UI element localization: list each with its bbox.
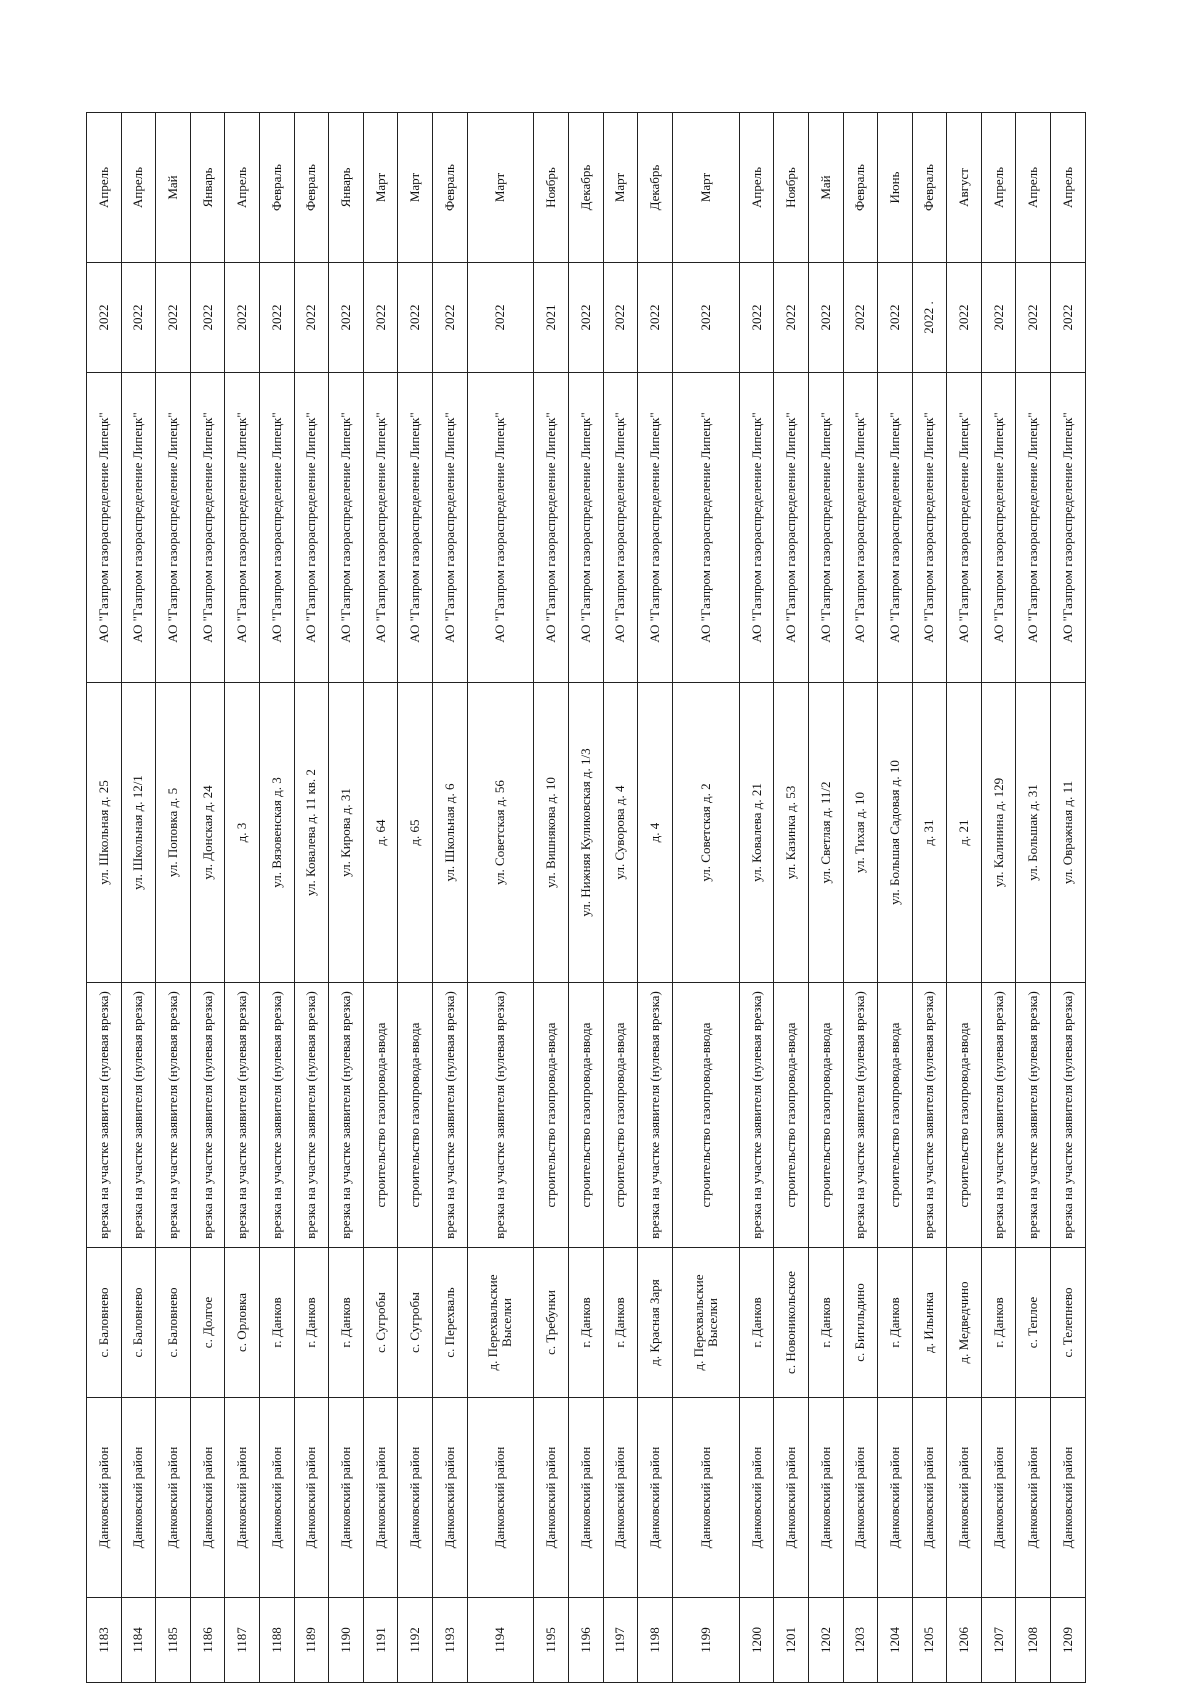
organization-cell: АО "Газпром газораспределение Липецк" bbox=[467, 373, 534, 683]
year-cell: 2022 . bbox=[912, 263, 947, 373]
row-number: 1194 bbox=[467, 1598, 534, 1683]
address-cell: ул. Вишнякова д. 10 bbox=[534, 683, 569, 983]
locality-cell: д. Медведчино bbox=[947, 1248, 982, 1398]
year-cell: 2022 bbox=[638, 263, 673, 373]
locality-cell: с. Бигильдино bbox=[843, 1248, 878, 1398]
work-type-cell: врезка на участке заявителя (нулевая врезка) bbox=[467, 983, 534, 1248]
year-cell: 2022 bbox=[87, 263, 122, 373]
year-cell: 2022 bbox=[603, 263, 638, 373]
work-type-cell: врезка на участке заявителя (нулевая врезка) bbox=[912, 983, 947, 1248]
address-cell: ул. Вязовенская д. 3 bbox=[259, 683, 294, 983]
address-cell: ул. Донская д. 24 bbox=[190, 683, 225, 983]
locality-cell: с. Перехваль bbox=[432, 1248, 467, 1398]
table-row bbox=[363, 113, 398, 1683]
work-type-cell: строительство газопровода-ввода bbox=[569, 983, 604, 1248]
organization-cell: АО "Газпром газораспределение Липецк" bbox=[878, 373, 913, 683]
year-cell: 2022 bbox=[1051, 263, 1086, 373]
row-number: 1205 bbox=[912, 1598, 947, 1683]
row-number: 1202 bbox=[808, 1598, 843, 1683]
locality-cell: с. Баловнево bbox=[87, 1248, 122, 1398]
organization-cell: АО "Газпром газораспределение Липецк" bbox=[534, 373, 569, 683]
district-cell: Данковский район bbox=[672, 1398, 739, 1598]
organization-cell: АО "Газпром газораспределение Липецк" bbox=[638, 373, 673, 683]
locality-cell: г. Данков bbox=[294, 1248, 329, 1398]
locality-cell: г. Данков bbox=[981, 1248, 1016, 1398]
work-type-cell: строительство газопровода-ввода bbox=[808, 983, 843, 1248]
table-row bbox=[981, 113, 1016, 1683]
address-cell: ул. Овражная д. 11 bbox=[1051, 683, 1086, 983]
year-cell: 2022 bbox=[947, 263, 982, 373]
organization-cell: АО "Газпром газораспределение Липецк" bbox=[156, 373, 191, 683]
row-number: 1203 bbox=[843, 1598, 878, 1683]
row-number: 1190 bbox=[329, 1598, 364, 1683]
month-cell: Март bbox=[672, 113, 739, 263]
table-row bbox=[467, 113, 534, 1683]
locality-cell: с. Баловнево bbox=[156, 1248, 191, 1398]
table-row bbox=[672, 113, 739, 1683]
row-number: 1191 bbox=[363, 1598, 398, 1683]
year-cell: 2022 bbox=[121, 263, 156, 373]
locality-cell: д. Перехвальские Выселки bbox=[672, 1248, 739, 1398]
month-cell: Декабрь bbox=[638, 113, 673, 263]
row-number: 1184 bbox=[121, 1598, 156, 1683]
address-cell: ул. Светлая д. 11/2 bbox=[808, 683, 843, 983]
district-cell: Данковский район bbox=[329, 1398, 364, 1598]
year-cell: 2022 bbox=[294, 263, 329, 373]
year-cell: 2022 bbox=[225, 263, 260, 373]
month-cell: Апрель bbox=[225, 113, 260, 263]
row-number: 1209 bbox=[1051, 1598, 1086, 1683]
month-cell: Май bbox=[808, 113, 843, 263]
year-cell: 2022 bbox=[878, 263, 913, 373]
row-number: 1187 bbox=[225, 1598, 260, 1683]
district-cell: Данковский район bbox=[843, 1398, 878, 1598]
row-number: 1200 bbox=[739, 1598, 774, 1683]
table-row bbox=[259, 113, 294, 1683]
district-cell: Данковский район bbox=[294, 1398, 329, 1598]
rotated-table-wrapper bbox=[86, 113, 1086, 1683]
row-number: 1188 bbox=[259, 1598, 294, 1683]
month-cell: Апрель bbox=[1016, 113, 1051, 263]
district-cell: Данковский район bbox=[190, 1398, 225, 1598]
district-cell: Данковский район bbox=[569, 1398, 604, 1598]
work-type-cell: врезка на участке заявителя (нулевая врезка) bbox=[1016, 983, 1051, 1248]
year-cell: 2022 bbox=[569, 263, 604, 373]
year-cell: 2022 bbox=[259, 263, 294, 373]
address-cell: д. 31 bbox=[912, 683, 947, 983]
locality-cell: с. Телепнево bbox=[1051, 1248, 1086, 1398]
table-row bbox=[569, 113, 604, 1683]
district-cell: Данковский район bbox=[87, 1398, 122, 1598]
month-cell: Февраль bbox=[294, 113, 329, 263]
address-cell: ул. Калинина д. 129 bbox=[981, 683, 1016, 983]
address-cell: д. 65 bbox=[398, 683, 433, 983]
work-type-cell: врезка на участке заявителя (нулевая врезка) bbox=[329, 983, 364, 1248]
month-cell: Март bbox=[603, 113, 638, 263]
row-number: 1207 bbox=[981, 1598, 1016, 1683]
organization-cell: АО "Газпром газораспределение Липецк" bbox=[190, 373, 225, 683]
organization-cell: АО "Газпром газораспределение Липецк" bbox=[121, 373, 156, 683]
table-row bbox=[774, 113, 809, 1683]
address-cell: д. 21 bbox=[947, 683, 982, 983]
organization-cell: АО "Газпром газораспределение Липецк" bbox=[432, 373, 467, 683]
month-cell: Декабрь bbox=[569, 113, 604, 263]
month-cell: Февраль bbox=[432, 113, 467, 263]
organization-cell: АО "Газпром газораспределение Липецк" bbox=[774, 373, 809, 683]
organization-cell: АО "Газпром газораспределение Липецк" bbox=[329, 373, 364, 683]
month-cell: Апрель bbox=[87, 113, 122, 263]
row-number: 1189 bbox=[294, 1598, 329, 1683]
month-cell: Ноябрь bbox=[534, 113, 569, 263]
row-number: 1204 bbox=[878, 1598, 913, 1683]
table-row bbox=[329, 113, 364, 1683]
work-type-cell: строительство газопровода-ввода bbox=[398, 983, 433, 1248]
work-type-cell: врезка на участке заявителя (нулевая врезка) bbox=[432, 983, 467, 1248]
address-cell: д. 3 bbox=[225, 683, 260, 983]
district-cell: Данковский район bbox=[121, 1398, 156, 1598]
organization-cell: АО "Газпром газораспределение Липецк" bbox=[672, 373, 739, 683]
row-number: 1199 bbox=[672, 1598, 739, 1683]
locality-cell: с. Сугробы bbox=[398, 1248, 433, 1398]
row-number: 1185 bbox=[156, 1598, 191, 1683]
table-row bbox=[156, 113, 191, 1683]
year-cell: 2021 bbox=[534, 263, 569, 373]
table-row bbox=[432, 113, 467, 1683]
locality-cell: с. Сугробы bbox=[363, 1248, 398, 1398]
organization-cell: АО "Газпром газораспределение Липецк" bbox=[981, 373, 1016, 683]
year-cell: 2022 bbox=[1016, 263, 1051, 373]
district-cell: Данковский район bbox=[1051, 1398, 1086, 1598]
address-cell: ул. Школьная д. 6 bbox=[432, 683, 467, 983]
district-cell: Данковский район bbox=[467, 1398, 534, 1598]
district-cell: Данковский район bbox=[878, 1398, 913, 1598]
district-cell: Данковский район bbox=[912, 1398, 947, 1598]
organization-cell: АО "Газпром газораспределение Липецк" bbox=[87, 373, 122, 683]
year-cell: 2022 bbox=[843, 263, 878, 373]
year-cell: 2022 bbox=[981, 263, 1016, 373]
month-cell: Август bbox=[947, 113, 982, 263]
locality-cell: г. Данков bbox=[329, 1248, 364, 1398]
district-cell: Данковский район bbox=[981, 1398, 1016, 1598]
district-cell: Данковский район bbox=[774, 1398, 809, 1598]
organization-cell: АО "Газпром газораспределение Липецк" bbox=[808, 373, 843, 683]
table-row bbox=[912, 113, 947, 1683]
table-row bbox=[739, 113, 774, 1683]
row-number: 1183 bbox=[87, 1598, 122, 1683]
work-type-cell: врезка на участке заявителя (нулевая врезка) bbox=[981, 983, 1016, 1248]
table-row bbox=[878, 113, 913, 1683]
district-cell: Данковский район bbox=[156, 1398, 191, 1598]
locality-cell: с. Долгое bbox=[190, 1248, 225, 1398]
month-cell: Февраль bbox=[843, 113, 878, 263]
work-type-cell: врезка на участке заявителя (нулевая врезка) bbox=[259, 983, 294, 1248]
district-cell: Данковский район bbox=[398, 1398, 433, 1598]
table-row bbox=[638, 113, 673, 1683]
month-cell: Март bbox=[398, 113, 433, 263]
address-cell: ул. Суворова д. 4 bbox=[603, 683, 638, 983]
month-cell: Февраль bbox=[259, 113, 294, 263]
organization-cell: АО "Газпром газораспределение Липецк" bbox=[843, 373, 878, 683]
year-cell: 2022 bbox=[432, 263, 467, 373]
locality-cell: г. Данков bbox=[259, 1248, 294, 1398]
address-cell: ул. Школьная д. 25 bbox=[87, 683, 122, 983]
month-cell: Март bbox=[467, 113, 534, 263]
organization-cell: АО "Газпром газораспределение Липецк" bbox=[947, 373, 982, 683]
month-cell: Апрель bbox=[739, 113, 774, 263]
district-cell: Данковский район bbox=[603, 1398, 638, 1598]
work-type-cell: строительство газопровода-ввода bbox=[534, 983, 569, 1248]
row-number: 1192 bbox=[398, 1598, 433, 1683]
address-cell: ул. Советская д. 2 bbox=[672, 683, 739, 983]
row-number: 1196 bbox=[569, 1598, 604, 1683]
locality-cell: г. Данков bbox=[808, 1248, 843, 1398]
locality-cell: с. Новоникольское bbox=[774, 1248, 809, 1398]
table-row bbox=[87, 113, 122, 1683]
month-cell: Май bbox=[156, 113, 191, 263]
district-cell: Данковский район bbox=[638, 1398, 673, 1598]
locality-cell: д. Красная Заря bbox=[638, 1248, 673, 1398]
district-cell: Данковский район bbox=[259, 1398, 294, 1598]
work-type-cell: строительство газопровода-ввода bbox=[363, 983, 398, 1248]
table-row bbox=[534, 113, 569, 1683]
district-cell: Данковский район bbox=[225, 1398, 260, 1598]
work-type-cell: строительство газопровода-ввода bbox=[774, 983, 809, 1248]
work-type-cell: врезка на участке заявителя (нулевая врезка) bbox=[225, 983, 260, 1248]
table-row bbox=[947, 113, 982, 1683]
row-number: 1198 bbox=[638, 1598, 673, 1683]
locality-cell: с. Баловнево bbox=[121, 1248, 156, 1398]
locality-cell: д. Перехвальские Выселки bbox=[467, 1248, 534, 1398]
address-cell: ул. Казинка д. 53 bbox=[774, 683, 809, 983]
table-row bbox=[190, 113, 225, 1683]
month-cell: Апрель bbox=[981, 113, 1016, 263]
organization-cell: АО "Газпром газораспределение Липецк" bbox=[398, 373, 433, 683]
table-body bbox=[87, 113, 1086, 1683]
month-cell: Ноябрь bbox=[774, 113, 809, 263]
locality-cell: с. Орловка bbox=[225, 1248, 260, 1398]
work-type-cell: врезка на участке заявителя (нулевая врезка) bbox=[190, 983, 225, 1248]
organization-cell: АО "Газпром газораспределение Липецк" bbox=[225, 373, 260, 683]
table-row bbox=[1051, 113, 1086, 1683]
table-row bbox=[294, 113, 329, 1683]
connections-table bbox=[86, 112, 1086, 1683]
year-cell: 2022 bbox=[363, 263, 398, 373]
row-number: 1197 bbox=[603, 1598, 638, 1683]
district-cell: Данковский район bbox=[363, 1398, 398, 1598]
district-cell: Данковский район bbox=[1016, 1398, 1051, 1598]
locality-cell: с. Требунки bbox=[534, 1248, 569, 1398]
locality-cell: г. Данков bbox=[603, 1248, 638, 1398]
work-type-cell: врезка на участке заявителя (нулевая врезка) bbox=[843, 983, 878, 1248]
organization-cell: АО "Газпром газораспределение Липецк" bbox=[739, 373, 774, 683]
district-cell: Данковский район bbox=[947, 1398, 982, 1598]
row-number: 1186 bbox=[190, 1598, 225, 1683]
organization-cell: АО "Газпром газораспределение Липецк" bbox=[363, 373, 398, 683]
work-type-cell: врезка на участке заявителя (нулевая врезка) bbox=[739, 983, 774, 1248]
address-cell: ул. Кирова д. 31 bbox=[329, 683, 364, 983]
address-cell: ул. Ковалева д. 21 bbox=[739, 683, 774, 983]
work-type-cell: врезка на участке заявителя (нулевая врезка) bbox=[294, 983, 329, 1248]
organization-cell: АО "Газпром газораспределение Липецк" bbox=[1051, 373, 1086, 683]
address-cell: ул. Большак д. 31 bbox=[1016, 683, 1051, 983]
row-number: 1208 bbox=[1016, 1598, 1051, 1683]
organization-cell: АО "Газпром газораспределение Липецк" bbox=[912, 373, 947, 683]
organization-cell: АО "Газпром газораспределение Липецк" bbox=[1016, 373, 1051, 683]
organization-cell: АО "Газпром газораспределение Липецк" bbox=[603, 373, 638, 683]
locality-cell: г. Данков bbox=[878, 1248, 913, 1398]
locality-cell: г. Данков bbox=[569, 1248, 604, 1398]
work-type-cell: врезка на участке заявителя (нулевая врезка) bbox=[1051, 983, 1086, 1248]
work-type-cell: врезка на участке заявителя (нулевая врезка) bbox=[87, 983, 122, 1248]
month-cell: Июнь bbox=[878, 113, 913, 263]
year-cell: 2022 bbox=[672, 263, 739, 373]
locality-cell: с. Теплое bbox=[1016, 1248, 1051, 1398]
address-cell: д. 4 bbox=[638, 683, 673, 983]
month-cell: Февраль bbox=[912, 113, 947, 263]
row-number: 1201 bbox=[774, 1598, 809, 1683]
table-row bbox=[398, 113, 433, 1683]
locality-cell: д. Ильинка bbox=[912, 1248, 947, 1398]
organization-cell: АО "Газпром газораспределение Липецк" bbox=[259, 373, 294, 683]
year-cell: 2022 bbox=[808, 263, 843, 373]
table-row bbox=[843, 113, 878, 1683]
month-cell: Март bbox=[363, 113, 398, 263]
organization-cell: АО "Газпром газораспределение Липецк" bbox=[569, 373, 604, 683]
work-type-cell: врезка на участке заявителя (нулевая врезка) bbox=[121, 983, 156, 1248]
address-cell: д. 64 bbox=[363, 683, 398, 983]
table-row bbox=[603, 113, 638, 1683]
year-cell: 2022 bbox=[329, 263, 364, 373]
year-cell: 2022 bbox=[156, 263, 191, 373]
address-cell: ул. Нижняя Куликовская д. 1/3 bbox=[569, 683, 604, 983]
address-cell: ул. Тихая д. 10 bbox=[843, 683, 878, 983]
year-cell: 2022 bbox=[467, 263, 534, 373]
district-cell: Данковский район bbox=[808, 1398, 843, 1598]
row-number: 1206 bbox=[947, 1598, 982, 1683]
organization-cell: АО "Газпром газораспределение Липецк" bbox=[294, 373, 329, 683]
work-type-cell: врезка на участке заявителя (нулевая врезка) bbox=[156, 983, 191, 1248]
district-cell: Данковский район bbox=[534, 1398, 569, 1598]
month-cell: Апрель bbox=[1051, 113, 1086, 263]
year-cell: 2022 bbox=[739, 263, 774, 373]
district-cell: Данковский район bbox=[739, 1398, 774, 1598]
year-cell: 2022 bbox=[774, 263, 809, 373]
month-cell: Апрель bbox=[121, 113, 156, 263]
locality-cell: г. Данков bbox=[739, 1248, 774, 1398]
month-cell: Январь bbox=[329, 113, 364, 263]
work-type-cell: строительство газопровода-ввода bbox=[672, 983, 739, 1248]
work-type-cell: строительство газопровода-ввода bbox=[947, 983, 982, 1248]
address-cell: ул. Поповка д. 5 bbox=[156, 683, 191, 983]
row-number: 1195 bbox=[534, 1598, 569, 1683]
work-type-cell: строительство газопровода-ввода bbox=[603, 983, 638, 1248]
address-cell: ул. Школьная д. 12/1 bbox=[121, 683, 156, 983]
table-row bbox=[225, 113, 260, 1683]
district-cell: Данковский район bbox=[432, 1398, 467, 1598]
work-type-cell: врезка на участке заявителя (нулевая врезка) bbox=[638, 983, 673, 1248]
month-cell: Январь bbox=[190, 113, 225, 263]
work-type-cell: строительство газопровода-ввода bbox=[878, 983, 913, 1248]
year-cell: 2022 bbox=[398, 263, 433, 373]
table-row bbox=[1016, 113, 1051, 1683]
table-row bbox=[808, 113, 843, 1683]
address-cell: ул. Советская д. 56 bbox=[467, 683, 534, 983]
table-row bbox=[121, 113, 156, 1683]
address-cell: ул. Большая Садовая д. 10 bbox=[878, 683, 913, 983]
row-number: 1193 bbox=[432, 1598, 467, 1683]
year-cell: 2022 bbox=[190, 263, 225, 373]
address-cell: ул. Ковалева д. 11 кв. 2 bbox=[294, 683, 329, 983]
